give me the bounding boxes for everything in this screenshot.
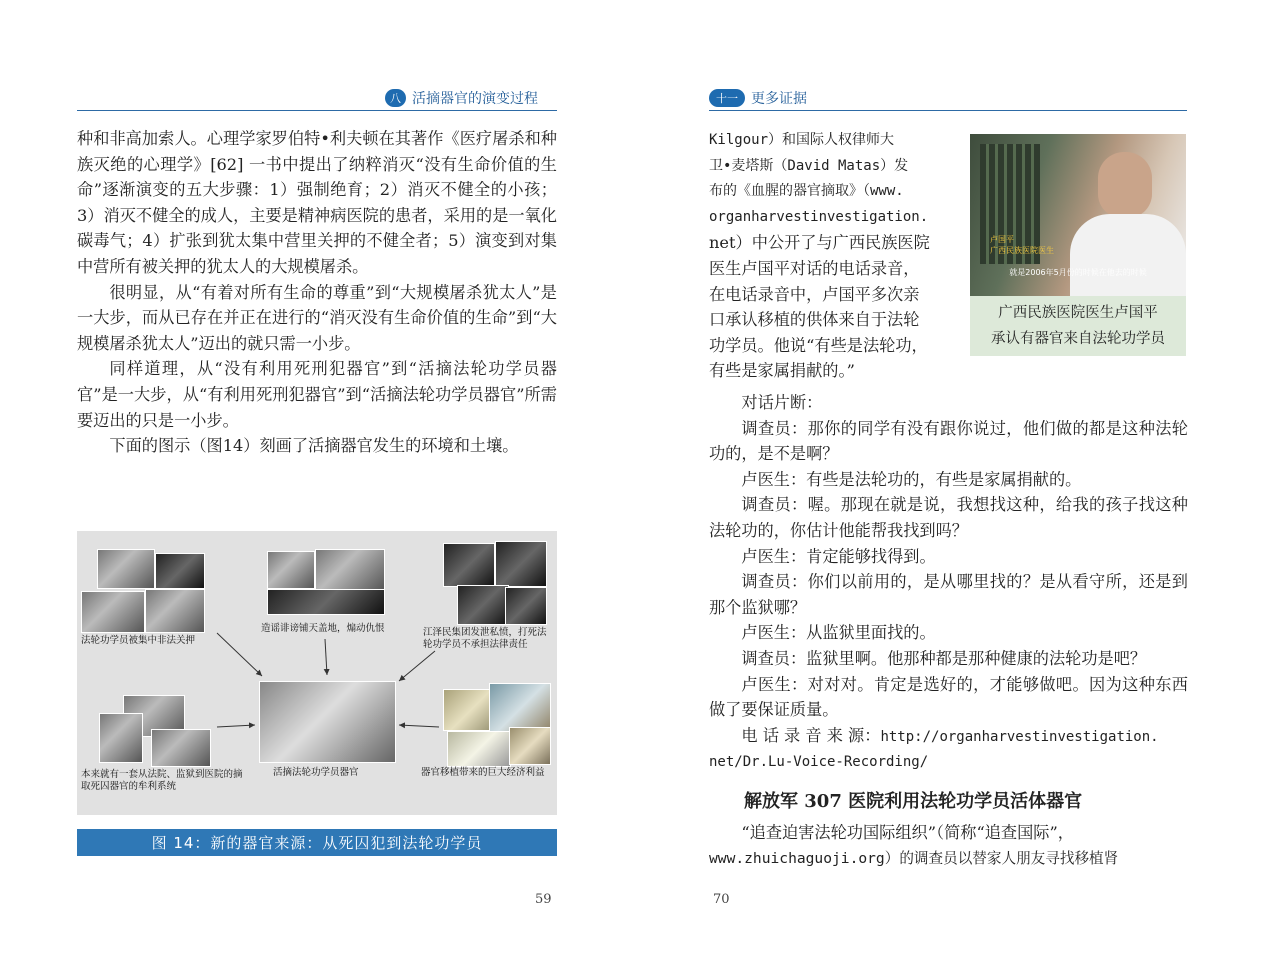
diagram-arrows bbox=[77, 531, 557, 815]
chapter-title: 活摘器官的演变过程 bbox=[412, 91, 538, 107]
intro-line: 有些是家属捐献的。” bbox=[709, 361, 855, 381]
dialog-line: 调查员：你们以前用的，是从哪里找的？是从看守所，还是到那个监狱哪？ bbox=[709, 572, 1188, 617]
intro-line: 布的《血腥的器官摘取》（www. bbox=[709, 183, 904, 200]
label-jiang-group: 江泽民集团发泄私愤，打死法轮功学员不承担法律责任 bbox=[423, 627, 547, 650]
overlay-title: 广西民族医院医生 bbox=[990, 246, 1054, 255]
intro-line: Kilgour）和国际人权律师大 bbox=[709, 132, 895, 148]
paragraph: www.zhuichaguoji.org）的调查员以替家人朋友寻找移植肾 bbox=[709, 849, 1119, 867]
arrow-from-detention bbox=[217, 633, 262, 676]
label-detention: 法轮功学员被集中非法关押 bbox=[81, 635, 196, 646]
label-system: 本来就有一套从法院、监狱到医院的摘取死囚器官的牟利系统 bbox=[81, 769, 243, 792]
right-chapter-header bbox=[709, 86, 807, 110]
intro-line: 功学员。他说“有些是法轮功， bbox=[709, 335, 928, 355]
intro-line: 在电话录音中，卢国平多次亲 bbox=[709, 284, 920, 304]
paragraph: “追查迫害法轮功国际组织”（简称“追查国际”， bbox=[741, 823, 1074, 842]
dialog-title: 对话片断： bbox=[741, 393, 823, 412]
dialog-line: 卢医生：有些是法轮功的，有些是家属捐献的。 bbox=[741, 469, 1082, 489]
photo-caption-line: 承认有器官来自法轮功学员 bbox=[991, 331, 1165, 347]
source-label: 电 话 录 音 来 源： bbox=[741, 725, 881, 745]
left-header-rule bbox=[77, 110, 557, 111]
arrow-from-system bbox=[217, 725, 255, 727]
left-chapter-header bbox=[385, 86, 538, 110]
dialog-block bbox=[709, 390, 1188, 776]
intro-line: organharvestinvestigation. bbox=[709, 208, 929, 225]
doctor-coat bbox=[1070, 214, 1186, 296]
dialog-line: 调查员：那你的同学有没有跟你说过，他们做的都是这种法轮功的，是不是啊？ bbox=[709, 418, 1188, 464]
intro-line: 口承认移植的供体来自于法轮 bbox=[709, 310, 920, 330]
right-intro-text bbox=[709, 128, 953, 384]
chapter-badge: 八 bbox=[385, 89, 406, 107]
chapter-title: 更多证据 bbox=[751, 91, 807, 107]
arrow-from-profit bbox=[399, 725, 439, 727]
dialog-line: 调查员：喔。那现在就是说，我想找这种，给我的孩子找这种法轮功的，你估计他能帮我找到吗？ bbox=[709, 495, 1188, 540]
dialog-line: 卢医生：肯定能够找得到。 bbox=[741, 546, 936, 566]
source-url-cont: net/Dr.Lu-Voice-Recording/ bbox=[709, 754, 929, 771]
arrow-from-leaders bbox=[399, 651, 435, 681]
paragraph: 同样道理，从“没有利用死刑犯器官”到“活摘法轮功学员器官”是一大步，从“有利用死刑犯器官”到“活摘法轮功学员器官”所需要迈出的只是一小步。 bbox=[77, 359, 557, 430]
overlay-label bbox=[990, 234, 1080, 256]
figure-14-diagram bbox=[77, 531, 557, 815]
right-header-rule bbox=[709, 110, 1187, 111]
label-propaganda: 造谣诽谤铺天盖地，煽动仇恨 bbox=[261, 623, 385, 634]
photo-caption-line: 广西民族医院医生卢国平 bbox=[998, 305, 1158, 321]
intro-line: net）中公开了与广西民族医院 bbox=[709, 233, 930, 253]
section-body bbox=[709, 820, 1188, 871]
source-line bbox=[709, 723, 1188, 751]
photo-caption bbox=[970, 296, 1186, 356]
paragraph: 下面的图示（图14）刻画了活摘器官发生的环境和土壤。 bbox=[109, 436, 519, 456]
section-title: 解放军 307 医院利用法轮功学员活体器官 bbox=[744, 791, 1083, 812]
dialog-line: 调查员：监狱里啊。他那种都是那种健康的法轮功是吧？ bbox=[741, 648, 1147, 668]
paragraph: 很明显，从“有着对所有生命的尊重”到“大规模屠杀犹太人”是一大步，而从已存在并正在进行的“消灭没有生命价值的生命”到“大规模屠杀犹太人”迈出的就只需一小步。 bbox=[77, 282, 557, 353]
arrow-from-propaganda bbox=[325, 639, 327, 675]
doctor-head bbox=[1098, 152, 1152, 218]
overlay-subtitle: 就是2006年5月份的时候在他去的时候 bbox=[1009, 268, 1147, 277]
source-url: http://organharvestinvestigation. bbox=[880, 728, 1159, 745]
dialog-line: 卢医生：对对对。肯定是选好的，才能够做吧。因为这种东西做了要保证质量。 bbox=[709, 674, 1188, 720]
chapter-badge: 十一 bbox=[709, 89, 745, 107]
label-profit: 器官移植带来的巨大经济利益 bbox=[421, 767, 545, 778]
overlay-name: 卢国平 bbox=[990, 235, 1014, 244]
figure-caption: 图 14：新的器官来源：从死囚犯到法轮功学员 bbox=[77, 829, 557, 856]
label-center: 活摘法轮功学员器官 bbox=[273, 767, 359, 778]
left-body-text bbox=[77, 126, 557, 459]
right-page-number: 70 bbox=[713, 892, 730, 907]
doctor-photo bbox=[970, 134, 1186, 296]
paragraph: 种和非高加索人。心理学家罗伯特•利夫顿在其著作《医疗屠杀和种族灭绝的心理学》[62] 一书中提出了纳粹消灭“没有生命价值的生命”逐渐演变的五大步骤：1）强制绝育；2）消灭不健全的小孩；3）消灭不健全的成人，主要是精神病医院的患者，采用的是一氧化碳毒气；4）扩张到犹太集中营里关押的不健全者；5）演变到对集中营所有被关押的犹太人的大规模屠杀。 bbox=[77, 129, 557, 276]
dialog-line: 卢医生：从监狱里面找的。 bbox=[741, 623, 936, 643]
intro-line: 医生卢国平对话的电话录音， bbox=[709, 258, 920, 278]
intro-line: 卫•麦塔斯（David Matas）发 bbox=[709, 157, 909, 174]
left-page-number: 59 bbox=[535, 892, 552, 907]
